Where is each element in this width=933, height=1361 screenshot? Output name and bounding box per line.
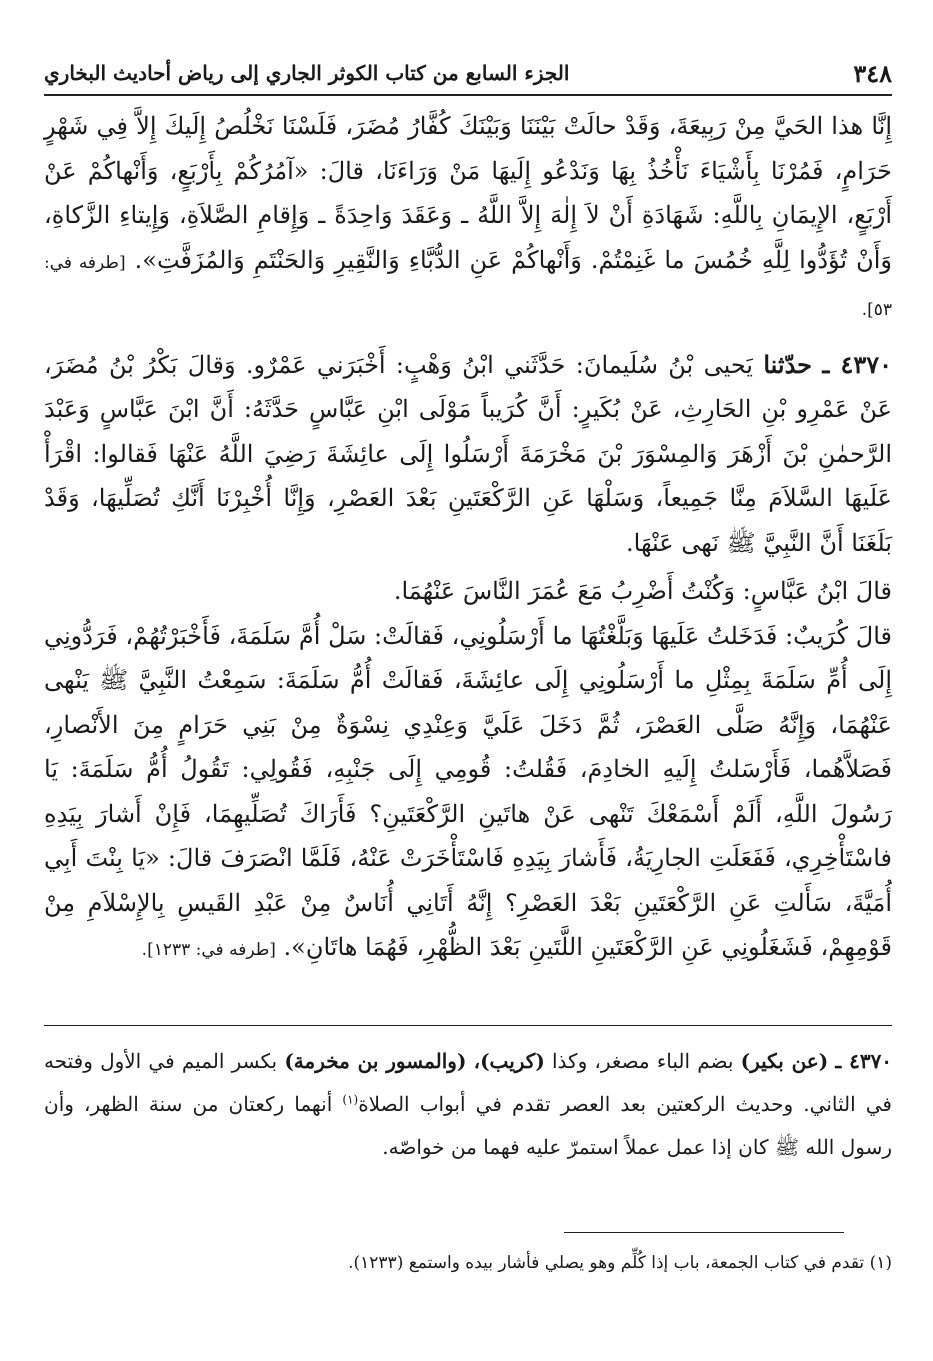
hadith-text [44,104,892,973]
cross-reference: [طرفه في: ٥٣]. [44,252,892,320]
page-number: ٣٤٨ [853,58,892,88]
footnote-rule [564,1232,844,1233]
commentary-number: ٤٣٧٠ ـ [835,1049,893,1073]
commentary-text: أنهما ركعتان من سنة الظهر، وأن رسول الله ﷺ كان إذا عمل عملاً استمرّ عليه فهما من خواصّه. [44,1092,892,1159]
header-rule [44,94,892,96]
commentary-term: (كريب)، [473,1049,545,1073]
commentary-term: (عن بكير) [740,1049,829,1073]
hadith-opening: حدّثنا [763,349,813,379]
running-title: الجزء السابع من كتاب الكوثر الجاري إلى رياض أحاديث البخاري [44,61,570,85]
paragraph-text: قالَ كُرَيبٌ: فَدَخَلتُ عَلَيهَا وَبَلَّغْتُهَا ما أَرْسَلُونِي، فَقالَتْ: سَلْ أُمَّ سَلَمَةَ، فَأَخْبَرْتُهُمْ، فَرَدُّونِي إِلَى أُمِّ سَلَمَةَ بِمِثْلِ ما أَرْسَلُونِي إِلَى عائِشَةَ، فَقالَتْ أُمُّ سَلَمَةَ: سَمِعْتُ النَّبِيَّ ﷺ يَنْهى عَنْهُمَا، وَإِنَّهُ صَلَّى العَصْرَ، ثُمَّ دَخَلَ عَلَيَّ وَعِنْدِي نِسْوَةٌ مِنْ بَنِي حَرَامٍ مِنَ الأَنْصارِ، فَصَلاَّهُما، فَأَرْسَلتُ إِلَيهِ الخادِمَ، فَقُلتُ: قُومِي إِلَى جَنْبِهِ، فَقُولِي: تَقُولُ أُمُّ سَلَمَةَ: يَا رَسُولَ اللَّهِ، أَلَمْ أَسْمَعْكَ تَنْهى عَنْ هاتَينِ الرَّكْعَتَينِ؟ فَأَرَاكَ تُصَلِّيهِمَا، فَإِنْ أَشارَ بِيَدِهِ فاسْتَأْخِرِي، فَفَعَلَتِ الجارِيَةُ، فَأَشارَ بِيَدِهِ فَاسْتَأْخَرَتْ عَنْهُ، فَلَمَّا انْصَرَفَ قالَ: «يَا بِنْتَ أَبِي أُمَيَّةَ، سَأَلتِ عَنِ الرَّكْعَتَينِ بَعْدَ العَصْرِ؟ إِنَّهُ أَتَانِي أُنَاسٌ مِنْ عَبْدِ القَيسِ بِالإِسْلاَمِ مِنْ قَوْمِهِمْ، فَشَغَلُونِي عَنِ الرَّكْعَتَينِ اللَّتَينِ بَعْدَ الظُّهْرِ، فَهُمَا هاتَانِ». [44,621,892,961]
paragraph-text: إِنَّا هذا الحَيَّ مِنْ رَبِيعَةَ، وَقَدْ حالَتْ بَيْنَنَا وَبَيْنَكَ كُفَّارُ مُضَرَ، فَلَسْنَا نَخْلُصُ إِلَيكَ إِلاَّ فِي شَهْرٍ حَرَامٍ، فَمُرْنَا بِأَشْيَاءَ نَأْخُذُ بِهَا وَنَدْعُو إِلَيهَا مَنْ وَرَاءَنَا، قالَ: «آمُرُكُمْ بِأَرْبَعٍ، وَأَنْهاكُمْ عَنْ أَرْبَعٍ، الإِيمَانِ بِاللَّهِ: شَهَادَةِ أَنْ لاَ إِلٰهَ إِلاَّ اللَّهُ ـ وَعَقَدَ وَاحِدَةً ـ وَإِقامِ الصَّلاَةِ، وَإِيتاءِ الزَّكاةِ، وَأَنْ تُؤَدُّوا لِلَّهِ خُمُسَ ما غَنِمْتُمْ. وَأَنْهاكُمْ عَنِ الدُّبَّاءِ وَالنَّقِيرِ وَالحَنْتَمِ وَالمُزَفَّتِ». [44,112,893,274]
paragraph-text: قالَ ابْنُ عَبَّاسٍ: وَكُنْتُ أَضْرِبُ مَعَ عُمَرَ النَّاسَ عَنْهُمَا. [393,577,892,605]
commentary-term: (والمسور بن مخرمة) [284,1049,467,1073]
commentary-text: بكسر الميم في الأول وفتحه في الثاني. وحديث الركعتين بعد العصر تقدم في أبواب الصلاة [44,1049,892,1116]
footnote [44,1248,892,1278]
footnote-marker: (١) [342,1092,359,1107]
hadith-paragraph [44,569,892,614]
footnote-text: تقدم في كتاب الجمعة، باب إذا كُلِّم وهو يصلي فأشار بيده واستمع (١٢٣٣). [348,1253,865,1273]
paragraph-text: يَحيى بْنُ سُلَيمانَ: حَدَّثَني ابْنُ وَهْبٍ: أَخْبَرَني عَمْرٌو. وَقالَ بَكْرُ بْنُ مُضَرَ، عَنْ عَمْرِو بْنِ الحَارِثِ، عَنْ بُكَيرٍ: أَنَّ كُرَيباً مَوْلَى ابْنِ عَبَّاسٍ حَدَّثَهُ: أَنَّ ابْنَ عَبَّاسٍ وَعَبْدَ الرَّحمٰنِ بْنَ أَزْهَرَ وَالمِسْوَرَ بْنَ مَخْرَمَةَ أَرْسَلُوا إِلَى عائِشَةَ رَضِيَ اللَّهُ عَنْهَا فَقالوا: اقْرَأْ عَلَيهَا السَّلاَمَ مِنَّا جَمِيعاً، وَسَلْهَا عَنِ الرَّكْعَتَينِ بَعْدَ العَصْرِ، وَإِنَّا أُخْبِرْنَا أَنَّكِ تُصَلِّيهَا، وَقَدْ بَلَغَنَا أَنَّ النَّبِيَّ ﷺ نَهى عَنْهَا. [44,350,893,557]
footnote-number: (١) [869,1253,892,1273]
commentary-separator [44,1025,892,1026]
commentary [44,1040,892,1169]
hadith-paragraph [44,343,892,566]
page-header [44,56,892,90]
commentary-text: بضم الباء مصغر، وكذا [552,1049,734,1073]
cross-reference: [طرفه في: ١٢٣٣]. [141,940,276,960]
hadith-number: ٤٣٧٠ ـ [822,349,893,379]
commentary-paragraph [44,1040,892,1169]
hadith-paragraph [44,614,892,973]
hadith-paragraph [44,104,892,333]
